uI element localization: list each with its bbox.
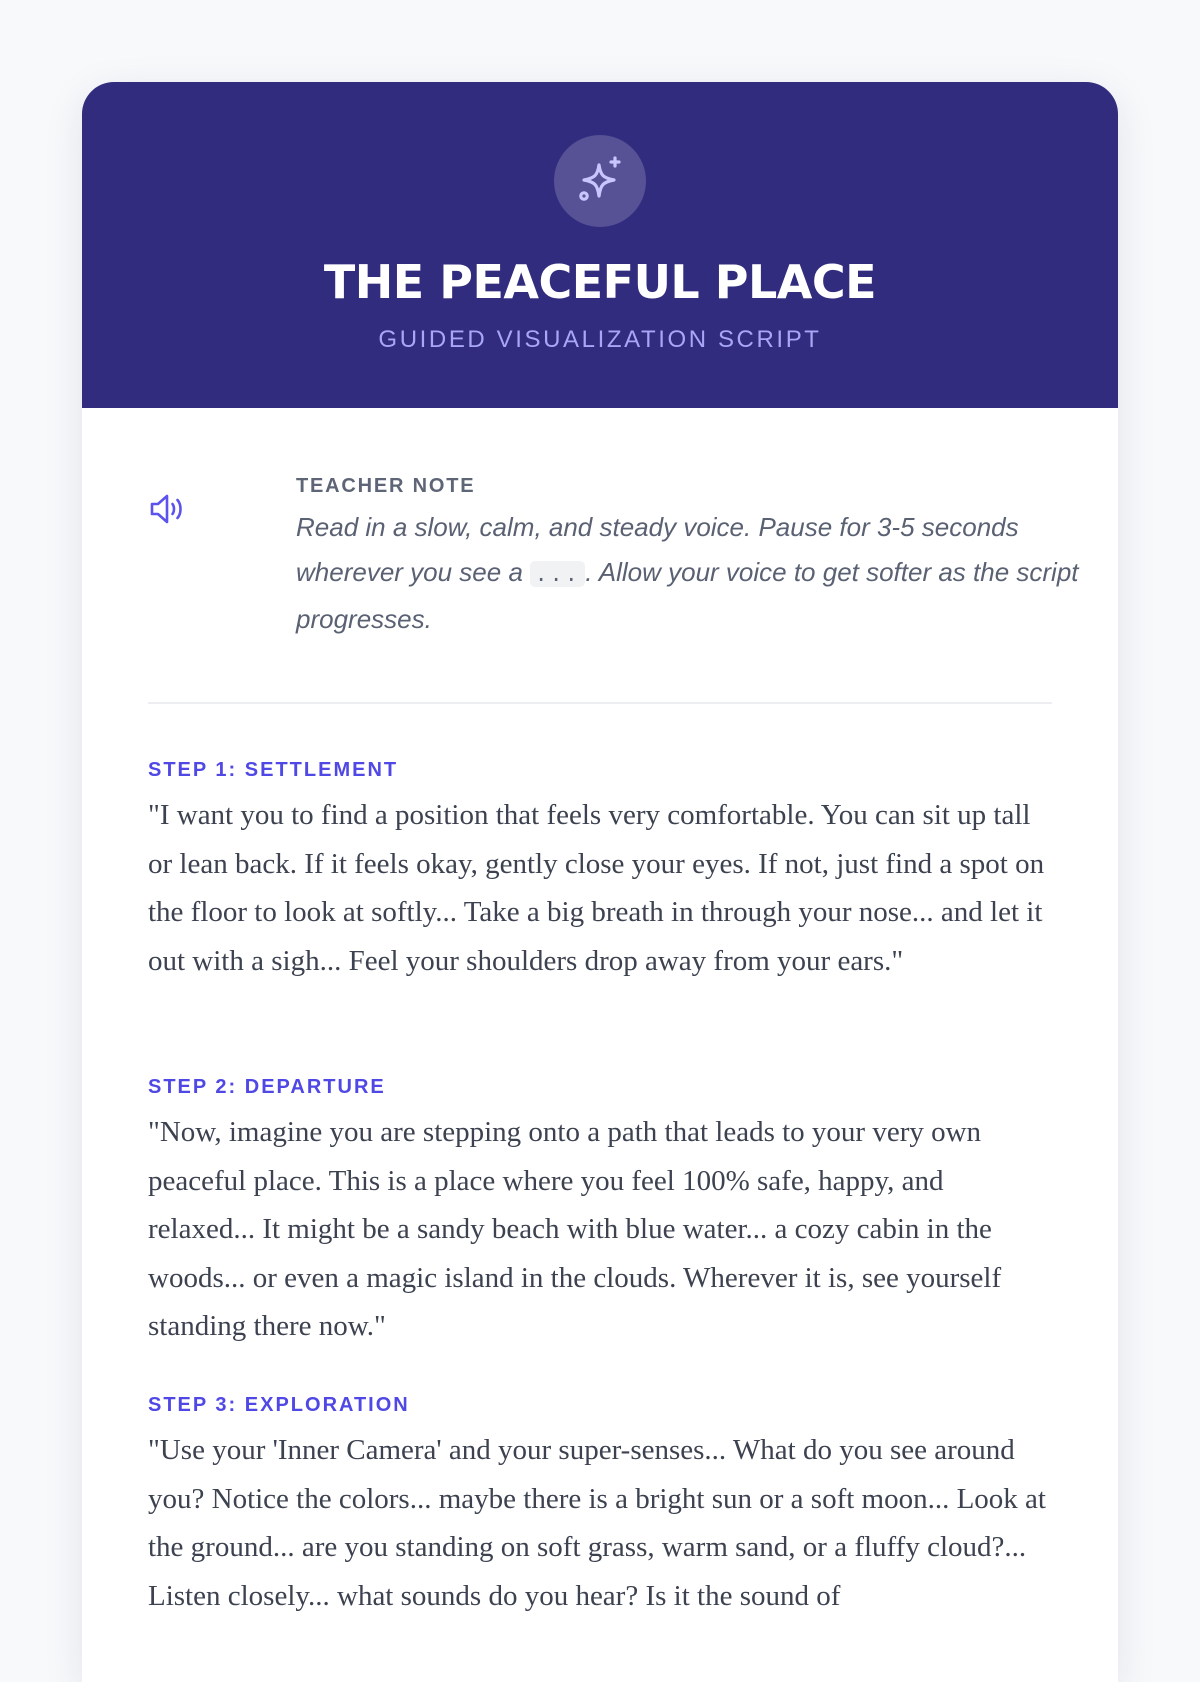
teacher-note-text <box>296 505 1096 642</box>
step-text: "Use your 'Inner Camera' and your super-senses... What do you see around you? Notice the colors... maybe there is a bright sun or a soft moon... Look at the ground... are you standing on soft grass, warm sand, or a fluffy cloud?... Listen closely... what sounds do you hear? Is it the sound of <box>148 1434 1046 1612</box>
header-icon-badge <box>554 135 646 227</box>
teacher-note-label: TEACHER NOTE <box>296 475 476 497</box>
teacher-note-text-part: . Allow your voice to get softer as the script progresses. <box>296 557 1079 634</box>
header-banner <box>82 82 1118 408</box>
teacher-note-text-part: Read in a slow, calm, and steady voice. Pause for 3-5 seconds wherever you see a <box>296 512 1019 587</box>
script-card <box>82 82 1118 1682</box>
step-section <box>148 1075 1054 1351</box>
step-label: STEP 3: EXPLORATION <box>148 1394 410 1416</box>
pause-marker-code: ... <box>530 561 585 587</box>
section-divider <box>148 702 1052 704</box>
step-text: "Now, imagine you are stepping onto a path that leads to your very own peaceful place. This is a place where you feel 100% safe, happy, and relaxed... It might be a sandy beach with blue water... a cozy cabin in the woods... or even a magic island in the clouds. Wherever it is, see yourself standing there now." <box>148 1116 1002 1342</box>
step-section <box>148 1393 1054 1620</box>
sparkles-icon <box>572 153 628 209</box>
page-title: THE PEACEFUL PLACE <box>323 255 877 309</box>
speaker-icon <box>148 489 188 529</box>
page-subtitle: GUIDED VISUALIZATION SCRIPT <box>378 326 822 353</box>
step-text: "I want you to find a position that feels very comfortable. You can sit up tall or lean back. If it feels okay, gently close your eyes. If not, just find a spot on the floor to look at softly... Take a big breath in through your nose... and let it out with a sigh... Feel your shoulders drop away from your ears." <box>148 799 1045 977</box>
step-label: STEP 1: SETTLEMENT <box>148 759 399 781</box>
step-section <box>148 758 1054 985</box>
step-label: STEP 2: DEPARTURE <box>148 1076 386 1098</box>
